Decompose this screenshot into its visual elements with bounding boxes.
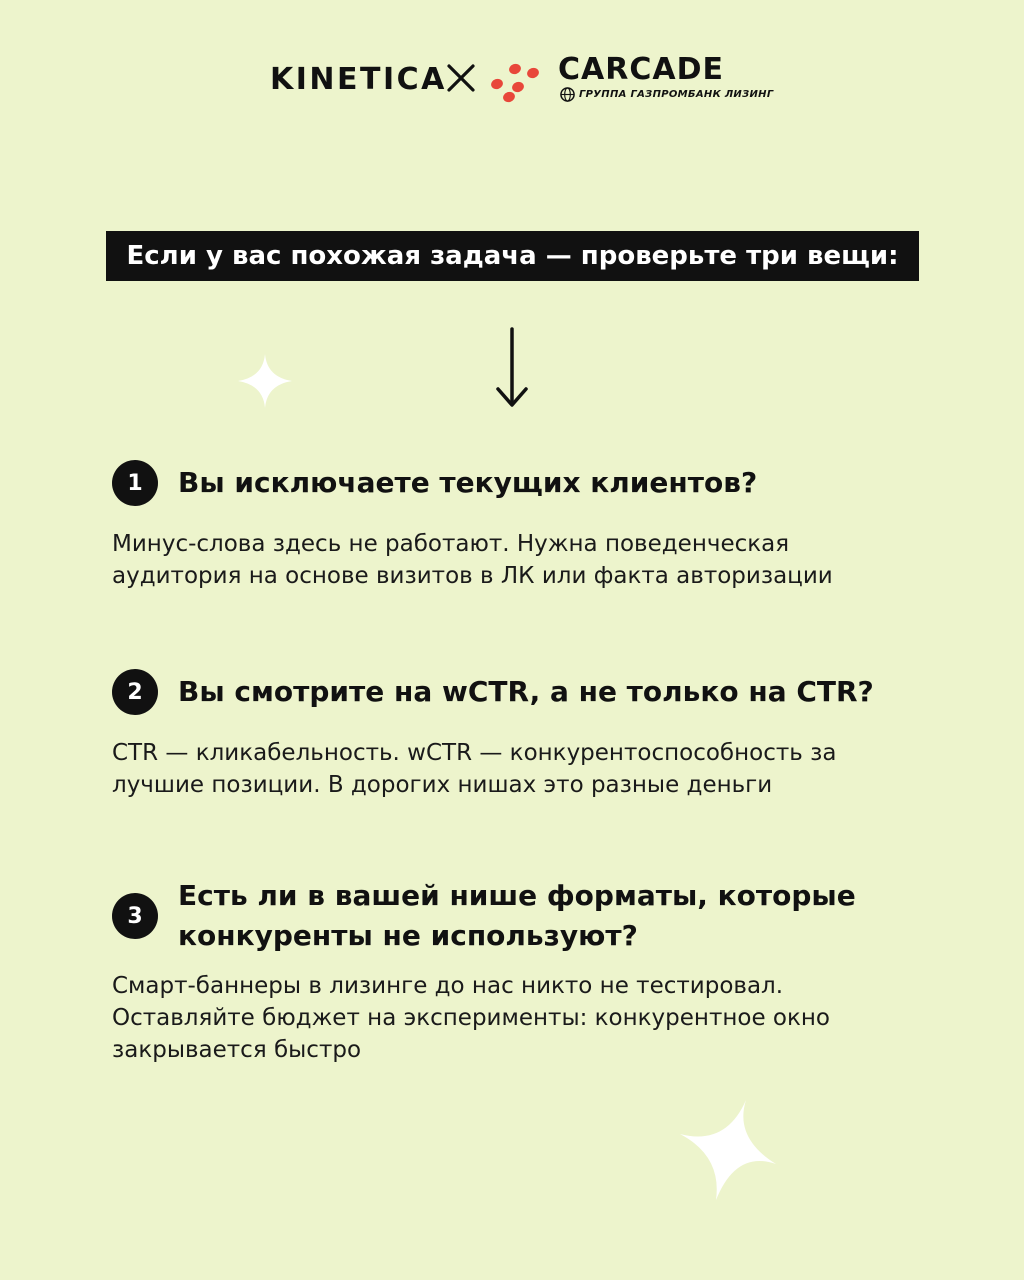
number-badge: 3	[112, 893, 158, 939]
number-badge: 1	[112, 460, 158, 506]
item-description: Минус-слова здесь не работают. Нужна поведенческая аудитория на основе визитов в ЛК или факта авторизации	[112, 531, 833, 589]
logo-header	[0, 52, 1024, 112]
checklist-item-1	[112, 460, 932, 592]
headline-banner	[106, 231, 919, 281]
item-title: Есть ли в вашей нише форматы, которые конкуренты не используют?	[178, 879, 856, 952]
kinetica-logo: KINETICA	[270, 62, 447, 97]
item-title: Вы исключаете текущих клиентов?	[178, 466, 758, 499]
item-description: Смарт-баннеры в лизинге до нас никто не тестировал. Оставляйте бюджет на эксперименты: конкурентное окно закрывается быстро	[112, 973, 830, 1063]
item-header	[112, 669, 932, 715]
sparkle-icon	[236, 352, 294, 410]
carcade-subtitle	[560, 86, 774, 102]
carcade-logo: CARCADE	[558, 52, 724, 87]
number-badge: 2	[112, 669, 158, 715]
headline-text: Если у вас похожая задача — проверьте три вещи:	[126, 241, 899, 271]
gazprom-globe-icon	[560, 87, 575, 102]
item-header	[112, 460, 932, 506]
times-icon	[445, 62, 477, 94]
carcade-dots-logo	[488, 60, 548, 104]
checklist-item-2	[112, 669, 932, 801]
sparkle-icon	[676, 1098, 780, 1202]
carcade-subtitle-text: ГРУППА ГАЗПРОМБАНК ЛИЗИНГ	[579, 88, 774, 100]
item-title: Вы смотрите на wCTR, а не только на CTR?	[178, 675, 874, 708]
arrow-down-icon	[490, 325, 534, 411]
item-description: CTR — кликабельность. wCTR — конкурентоспособность за лучшие позиции. В дорогих нишах это разные деньги	[112, 740, 837, 798]
item-header	[112, 876, 932, 956]
checklist-item-3	[112, 876, 932, 1066]
